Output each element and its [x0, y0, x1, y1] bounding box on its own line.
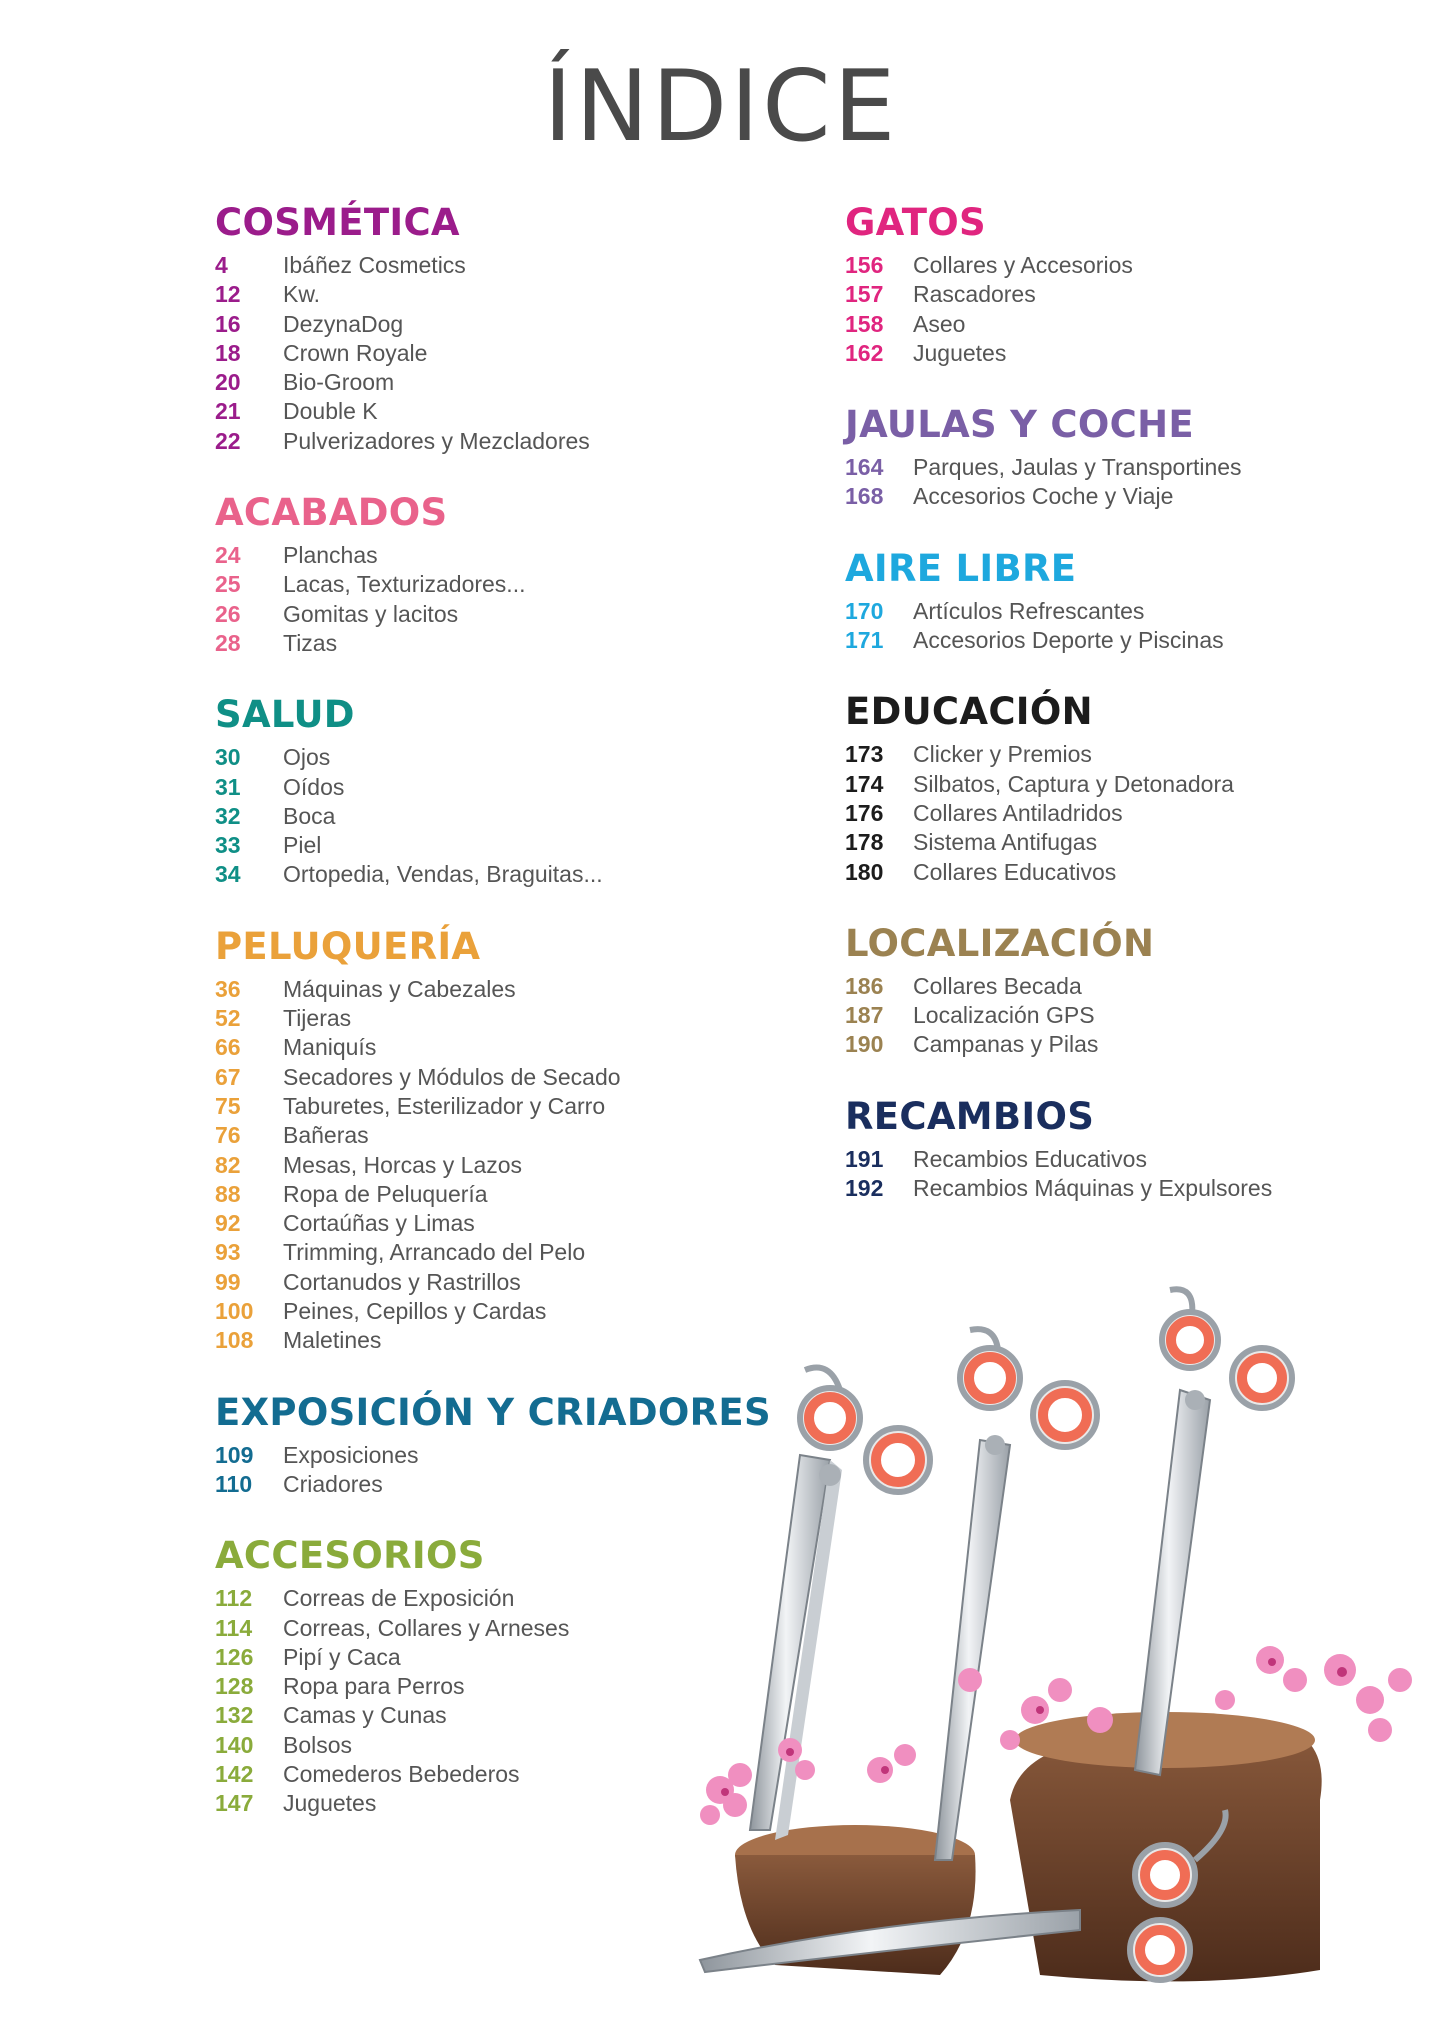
- page-number: 170: [845, 597, 884, 624]
- index-entry[interactable]: [845, 799, 1405, 828]
- page-number: 22: [215, 427, 241, 454]
- index-entry[interactable]: [215, 339, 775, 368]
- index-entry[interactable]: [215, 860, 775, 889]
- page-number: 178: [845, 829, 884, 856]
- index-entry[interactable]: [215, 975, 775, 1004]
- entry-label: Clicker y Premios: [913, 741, 1092, 768]
- index-entry[interactable]: [845, 339, 1405, 368]
- page-number: 99: [215, 1268, 241, 1295]
- entry-label: Juguetes: [913, 339, 1007, 366]
- entry-label: Campanas y Pilas: [913, 1031, 1099, 1058]
- index-entry[interactable]: [845, 482, 1405, 511]
- entry-label: Accesorios Deporte y Piscinas: [913, 627, 1224, 654]
- index-entry[interactable]: [845, 740, 1405, 769]
- entry-label: Parques, Jaulas y Transportines: [913, 454, 1242, 481]
- index-entry[interactable]: [215, 1063, 775, 1092]
- index-entry[interactable]: [215, 600, 775, 629]
- entry-label: Bolsos: [283, 1731, 353, 1758]
- section-educacion: [845, 689, 1405, 886]
- entry-label: Recambios Máquinas y Expulsores: [913, 1175, 1273, 1202]
- page-number: 52: [215, 1005, 241, 1032]
- page-number: 186: [845, 972, 884, 999]
- index-entry[interactable]: [215, 1033, 775, 1062]
- index-entry[interactable]: [845, 972, 1405, 1001]
- entry-label: Accesorios Coche y Viaje: [913, 483, 1174, 510]
- entry-label: Criadores: [283, 1470, 383, 1497]
- entry-label: Cortanudos y Rastrillos: [283, 1268, 521, 1295]
- page-number: 187: [845, 1002, 884, 1029]
- page-number: 126: [215, 1643, 254, 1670]
- page-number: 25: [215, 571, 241, 598]
- section-recambios: [845, 1094, 1405, 1204]
- entry-label: Ibáñez Cosmetics: [283, 252, 466, 278]
- page-number: 132: [215, 1702, 254, 1729]
- entry-label: Máquinas y Cabezales: [283, 975, 516, 1002]
- index-entry[interactable]: [845, 310, 1405, 339]
- entry-label: Bañeras: [283, 1122, 369, 1149]
- section-heading: ACCESORIOS: [215, 1534, 485, 1578]
- entry-label: Pulverizadores y Mezcladores: [283, 427, 590, 454]
- index-entry[interactable]: [215, 1092, 775, 1121]
- page-number: 36: [215, 975, 241, 1002]
- index-entry[interactable]: [215, 251, 775, 280]
- entry-label: Collares Educativos: [913, 858, 1117, 885]
- page-number: 158: [845, 310, 884, 337]
- page-number: 190: [845, 1031, 884, 1058]
- page-number: 4: [215, 252, 228, 278]
- entry-label: Ropa para Perros: [283, 1673, 465, 1700]
- page-number: 168: [845, 483, 884, 510]
- page-number: 147: [215, 1790, 254, 1817]
- index-entry[interactable]: [215, 368, 775, 397]
- index-entry[interactable]: [215, 397, 775, 426]
- entry-label: Pipí y Caca: [283, 1643, 401, 1670]
- index-entry[interactable]: [845, 251, 1405, 280]
- section-heading: ACABADOS: [215, 491, 448, 535]
- entry-label: DezynaDog: [283, 310, 404, 337]
- page-number: 164: [845, 454, 884, 481]
- index-entry[interactable]: [845, 1030, 1405, 1059]
- section-heading: GATOS: [845, 201, 986, 244]
- page-number: 176: [845, 799, 884, 826]
- scissors-chunker-right: [1135, 1289, 1292, 1775]
- page-number: 93: [215, 1239, 241, 1266]
- entry-label: Aseo: [913, 310, 966, 337]
- entry-label: Tijeras: [283, 1005, 352, 1032]
- entry-label: Secadores y Módulos de Secado: [283, 1063, 621, 1090]
- entry-label: Comederos Bebederos: [283, 1760, 520, 1787]
- page-number: 16: [215, 310, 241, 337]
- right-column: [845, 200, 1405, 1237]
- page-number: 30: [215, 744, 241, 771]
- entry-label: Taburetes, Esterilizador y Carro: [283, 1092, 606, 1119]
- entry-label: Boca: [283, 802, 336, 829]
- section-heading: COSMÉTICA: [215, 201, 460, 244]
- page-number: 142: [215, 1760, 254, 1787]
- index-entry[interactable]: [215, 831, 775, 860]
- page-number: 180: [845, 858, 884, 885]
- page-number: 156: [845, 252, 884, 278]
- page-number: 162: [845, 339, 884, 366]
- index-entry[interactable]: [215, 310, 775, 339]
- section-heading: AIRE LIBRE: [845, 546, 1077, 590]
- index-entry[interactable]: [845, 280, 1405, 309]
- page-number: 88: [215, 1180, 241, 1207]
- index-entry[interactable]: [845, 1174, 1405, 1203]
- page-number: 192: [845, 1175, 884, 1202]
- entry-label: Exposiciones: [283, 1441, 419, 1468]
- entry-label: Correas, Collares y Arneses: [283, 1614, 570, 1641]
- entry-label: Maniquís: [283, 1034, 377, 1061]
- index-entry[interactable]: [845, 1001, 1405, 1030]
- section-salud: [215, 692, 775, 889]
- index-entry[interactable]: [215, 541, 775, 570]
- section-heading: LOCALIZACIÓN: [845, 921, 1155, 965]
- page-number: 157: [845, 281, 884, 308]
- entry-label: Double K: [283, 398, 378, 425]
- index-entry[interactable]: [215, 1151, 775, 1180]
- scissors-illustration: [680, 1270, 1442, 2040]
- index-entry[interactable]: [215, 1238, 775, 1267]
- index-entry[interactable]: [215, 570, 775, 599]
- index-entry[interactable]: [215, 1121, 775, 1150]
- page-number: 100: [215, 1298, 254, 1325]
- section-gatos: [845, 200, 1405, 368]
- page-number: 21: [215, 398, 241, 425]
- section-cosmetica: [215, 200, 775, 456]
- entry-label: Ropa de Peluquería: [283, 1180, 488, 1207]
- page-number: 128: [215, 1673, 254, 1700]
- entry-label: Sistema Antifugas: [913, 829, 1098, 856]
- entry-label: Collares y Accesorios: [913, 252, 1133, 278]
- section-jaulas-y-coche: [845, 402, 1405, 512]
- page-number: 34: [215, 861, 241, 888]
- index-entry[interactable]: [845, 770, 1405, 799]
- page-number: 92: [215, 1210, 241, 1237]
- entry-label: Silbatos, Captura y Detonadora: [913, 770, 1234, 797]
- section-heading: EDUCACIÓN: [845, 690, 1093, 734]
- page-number: 76: [215, 1122, 241, 1149]
- entry-label: Lacas, Texturizadores...: [283, 571, 526, 598]
- index-entry[interactable]: [215, 773, 775, 802]
- entry-label: Tizas: [283, 629, 338, 656]
- page-number: 24: [215, 542, 241, 569]
- entry-label: Correas de Exposición: [283, 1585, 515, 1612]
- section-heading: JAULAS Y COCHE: [845, 403, 1194, 447]
- page-number: 109: [215, 1441, 254, 1468]
- entry-label: Rascadores: [913, 281, 1036, 308]
- entry-label: Juguetes: [283, 1790, 377, 1817]
- index-entry[interactable]: [215, 629, 775, 658]
- section-heading: RECAMBIOS: [845, 1094, 1095, 1138]
- entry-label: Planchas: [283, 542, 378, 569]
- page-number: 110: [215, 1470, 253, 1497]
- index-entry[interactable]: [215, 1180, 775, 1209]
- entry-label: Cortaúñas y Limas: [283, 1210, 475, 1237]
- page-number: 66: [215, 1034, 241, 1061]
- section-acabados: [215, 490, 775, 658]
- index-entry[interactable]: [845, 858, 1405, 887]
- entry-label: Trimming, Arrancado del Pelo: [283, 1239, 586, 1266]
- index-entry[interactable]: [215, 1209, 775, 1238]
- entry-label: Oídos: [283, 773, 345, 800]
- index-entry[interactable]: [215, 1004, 775, 1033]
- entry-label: Collares Antiladridos: [913, 799, 1123, 826]
- index-entry[interactable]: [845, 597, 1405, 626]
- index-entry[interactable]: [845, 626, 1405, 655]
- entry-label: Recambios Educativos: [913, 1145, 1147, 1172]
- index-entry[interactable]: [215, 280, 775, 309]
- page-number: 12: [215, 281, 241, 308]
- section-heading: EXPOSICIÓN Y CRIADORES: [215, 1390, 771, 1434]
- page-number: 31: [215, 773, 241, 800]
- page-number: 32: [215, 802, 241, 829]
- entry-label: Collares Becada: [913, 972, 1082, 999]
- section-heading: SALUD: [215, 693, 355, 737]
- page-number: 173: [845, 741, 884, 768]
- index-entry[interactable]: [845, 828, 1405, 857]
- page-number: 26: [215, 600, 241, 627]
- entry-label: Piel: [283, 832, 322, 859]
- page-number: 171: [845, 627, 884, 654]
- page-number: 112: [215, 1585, 253, 1612]
- scissors-thinning-left: [750, 1368, 930, 1841]
- entry-label: Bio-Groom: [283, 369, 395, 396]
- page-number: 20: [215, 369, 241, 396]
- entry-label: Kw.: [283, 281, 321, 308]
- entry-label: Mesas, Horcas y Lazos: [283, 1151, 523, 1178]
- index-entry[interactable]: [215, 743, 775, 772]
- page-title: ÍNDICE: [543, 50, 899, 164]
- entry-label: Maletines: [283, 1327, 382, 1354]
- page-number: 82: [215, 1151, 241, 1178]
- page-number: 174: [845, 770, 884, 797]
- index-entry[interactable]: [845, 453, 1405, 482]
- page-number: 114: [215, 1614, 253, 1641]
- section-heading: PELUQUERÍA: [215, 924, 481, 968]
- page-number: 18: [215, 339, 241, 366]
- page-number: 108: [215, 1327, 254, 1354]
- index-entry[interactable]: [215, 427, 775, 456]
- section-aire-libre: [845, 546, 1405, 656]
- section-localizacion: [845, 921, 1405, 1060]
- entry-label: Camas y Cunas: [283, 1702, 447, 1729]
- entry-label: Artículos Refrescantes: [913, 597, 1145, 624]
- entry-label: Ojos: [283, 744, 331, 771]
- page-number: 28: [215, 629, 241, 656]
- page-number: 67: [215, 1063, 241, 1090]
- entry-label: Peines, Cepillos y Cardas: [283, 1298, 547, 1325]
- index-entry[interactable]: [845, 1145, 1405, 1174]
- entry-label: Localización GPS: [913, 1002, 1095, 1029]
- page-number: 191: [845, 1145, 884, 1172]
- entry-label: Gomitas y lacitos: [283, 600, 459, 627]
- entry-label: Crown Royale: [283, 339, 428, 366]
- page-number: 140: [215, 1731, 254, 1758]
- index-entry[interactable]: [215, 802, 775, 831]
- entry-label: Ortopedia, Vendas, Braguitas...: [283, 861, 603, 888]
- page-number: 33: [215, 832, 241, 859]
- page-number: 75: [215, 1092, 241, 1119]
